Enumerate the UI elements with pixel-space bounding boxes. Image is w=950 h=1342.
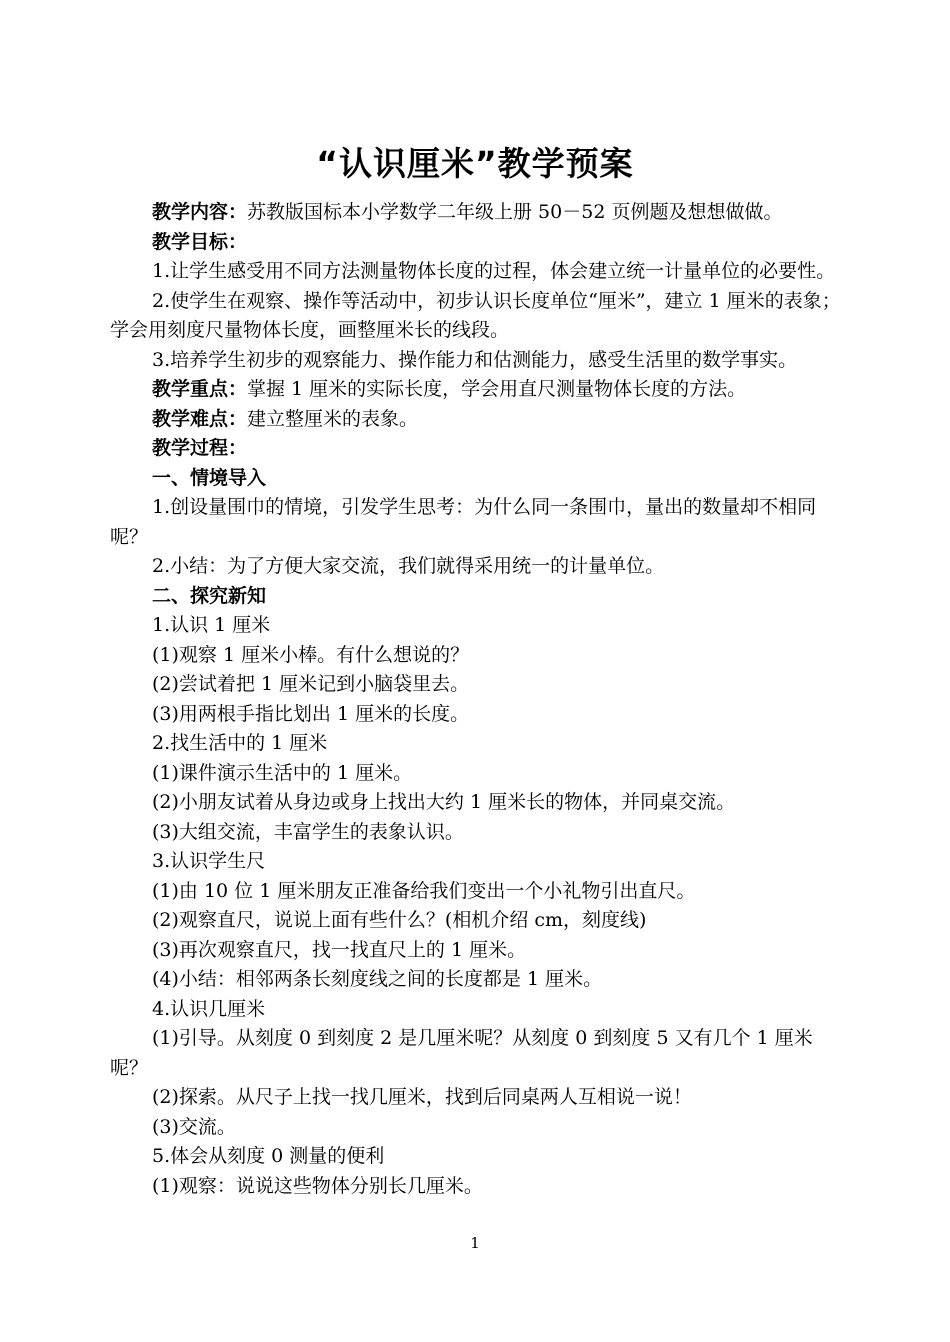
subsection-1-item-a: (1)观察 1 厘米小棒。有什么想说的？ bbox=[152, 643, 470, 666]
subsection-4: 4.认识几厘米 bbox=[152, 997, 266, 1020]
teaching-content-paragraph bbox=[110, 198, 844, 228]
teaching-goals-label: 教学目标： bbox=[152, 230, 248, 253]
subsection-4-item-a: (1)引导。从刻度 0 到刻度 2 是几厘米呢？从刻度 0 到刻度 5 又有几个 1 厘米呢？ bbox=[110, 1027, 813, 1079]
subsection-3-item-d: (4)小结：相邻两条长刻度线之间的长度都是 1 厘米。 bbox=[152, 968, 603, 990]
difficulty-text: 建立整厘米的表象。 bbox=[247, 407, 419, 430]
subsection-3-item-c: (3)再次观察直尺，找一找直尺上的 1 厘米。 bbox=[152, 938, 527, 961]
subsection-1-item-b: (2)尝试着把 1 厘米记到小脑袋里去。 bbox=[152, 673, 470, 695]
subsection-2-item-b: (2)小朋友试着从身边或身上找出大约 1 厘米长的物体，并同桌交流。 bbox=[152, 791, 736, 813]
subsection-2-item-c: (3)大组交流，丰富学生的表象认识。 bbox=[152, 820, 464, 843]
document-title: “认识厘米”教学预案 bbox=[316, 144, 634, 183]
subsection-1-item-c: (3)用两根手指比划出 1 厘米的长度。 bbox=[152, 702, 470, 725]
goal-item-1: 1.让学生感受用不同方法测量物体长度的过程，体会建立统一计量单位的必要性。 bbox=[152, 260, 836, 282]
section-1-heading: 一、情境导入 bbox=[152, 466, 267, 489]
difficulty-paragraph bbox=[110, 405, 844, 435]
section-1-item-1: 1.创设量围巾的情境，引发学生思考：为什么同一条围巾，量出的数量却不相同呢？ bbox=[110, 496, 817, 548]
subsection-1: 1.认识 1 厘米 bbox=[152, 614, 271, 636]
teaching-content-label: 教学内容： bbox=[152, 201, 248, 223]
section-1-item-2: 2.小结：为了方便大家交流，我们就得采用统一的计量单位。 bbox=[152, 555, 665, 577]
subsection-2-item-a: (1)课件演示生活中的 1 厘米。 bbox=[152, 761, 413, 784]
subsection-4-item-b: (2)探索。从尺子上找一找几厘米，找到后同桌两人互相说一说！ bbox=[152, 1086, 692, 1108]
subsection-5-item-a: (1)观察：说说这些物体分别长几厘米。 bbox=[152, 1174, 483, 1197]
page-number: 1 bbox=[470, 1234, 480, 1252]
goal-item-3: 3.培养学生初步的观察能力、操作能力和估测能力，感受生活里的数学事实。 bbox=[152, 348, 798, 371]
subsection-2: 2.找生活中的 1 厘米 bbox=[152, 732, 328, 754]
subsection-3-item-b: (2)观察直尺，说说上面有些什么？(相机介绍 cm，刻度线) bbox=[152, 909, 647, 931]
subsection-4-item-c: (3)交流。 bbox=[152, 1115, 236, 1138]
key-point-text: 掌握 1 厘米的实际长度，学会用直尺测量物体长度的方法。 bbox=[247, 378, 747, 400]
document-body bbox=[110, 198, 844, 1201]
difficulty-label: 教学难点： bbox=[152, 407, 248, 430]
goal-item-2: 2.使学生在观察、操作等活动中，初步认识长度单位“厘米”，建立 1 厘米的表象；学会用刻度尺量物体长度，画整厘米长的线段。 bbox=[110, 289, 841, 341]
subsection-5: 5.体会从刻度 0 测量的便利 bbox=[152, 1145, 385, 1167]
teaching-content-text: 苏教版国标本小学数学二年级上册 50－52 页例题及想想做做。 bbox=[247, 201, 783, 223]
subsection-3: 3.认识学生尺 bbox=[152, 850, 266, 872]
section-2-heading: 二、探究新知 bbox=[152, 584, 267, 607]
teaching-process-label: 教学过程： bbox=[152, 437, 248, 459]
key-point-label: 教学重点： bbox=[152, 378, 248, 400]
subsection-3-item-a: (1)由 10 位 1 厘米朋友正准备给我们变出一个小礼物引出直尺。 bbox=[152, 879, 696, 902]
key-point-paragraph bbox=[110, 375, 844, 405]
